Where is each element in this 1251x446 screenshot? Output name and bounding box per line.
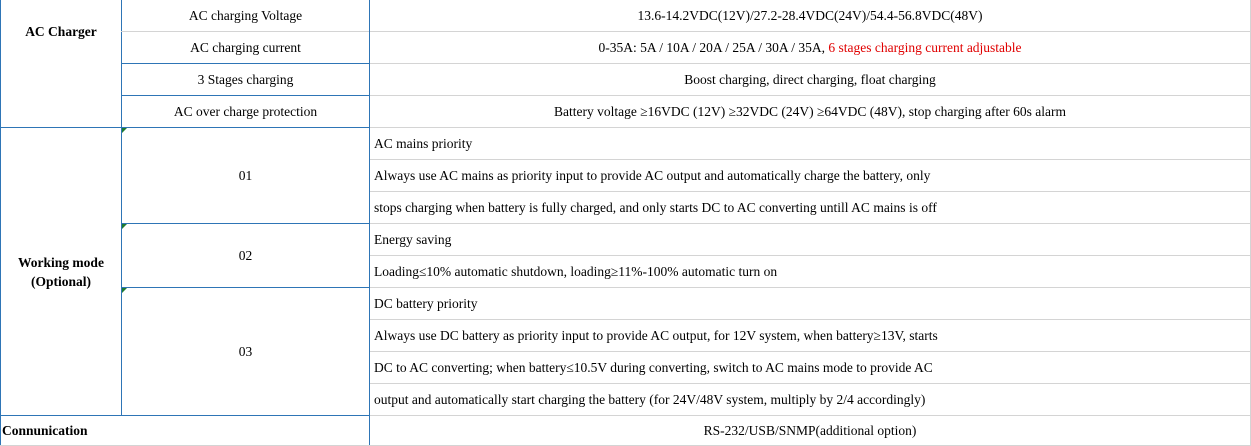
mode-01-description-line: Always use AC mains as priority input to provide AC output and automatically charge the battery, only (374, 167, 931, 183)
mode-02-description-line: Loading≤10% automatic shutdown, loading≥11%-100% automatic turn on (374, 263, 778, 279)
ac-charging-voltage-value: 13.6-14.2VDC(12V)/27.2-28.4VDC(24V)/54.4-56.8VDC(48V) (637, 7, 983, 23)
ac-over-charge-protection-value: Battery voltage ≥16VDC (12V) ≥32VDC (24V) ≥64VDC (48V), stop charging after 60s alarm (553, 103, 1066, 119)
ac-charging-current-value (370, 32, 1250, 63)
ac-charger-group-label: AC Charger (25, 23, 97, 39)
working-mode-title: Working mode (18, 254, 104, 270)
mode-code-01: 01 (238, 167, 253, 183)
mode-code-03: 03 (238, 343, 253, 359)
ac-charging-current-adjustable-note: 6 stages charging current adjustable (828, 39, 1022, 55)
communication-value: RS-232/USB/SNMP(additional option) (703, 422, 917, 438)
stages-charging-label: 3 Stages charging (197, 71, 294, 87)
mode-03-description-line: output and automatically start charging the battery (for 24V/48V system, multiply by 2/4 accordingly) (374, 391, 926, 407)
working-mode-group-label (1, 128, 121, 415)
stages-charging-value: Boost charging, direct charging, float charging (684, 71, 936, 87)
mode-01-title: AC mains priority (374, 135, 473, 151)
communication-label: Connunication (2, 422, 88, 438)
mode-03-title: DC battery priority (374, 295, 478, 311)
working-mode-optional-note: (Optional) (30, 273, 91, 289)
ac-charging-current-options: 0-35A: 5A / 10A / 20A / 25A / 30A / 35A, (598, 39, 825, 55)
mode-01-description-line: stops charging when battery is fully charged, and only starts DC to AC converting untill AC mains is off (374, 199, 937, 215)
mode-02-title: Energy saving (374, 231, 452, 247)
mode-03-description-line: Always use DC battery as priority input to provide AC output, for 12V system, when battery≥13V, starts (374, 327, 938, 343)
mode-03-description-line: DC to AC converting; when battery≤10.5V during converting, switch to AC mains mode to provide AC (374, 359, 933, 375)
ac-over-charge-protection-label: AC over charge protection (173, 103, 318, 119)
ac-charging-current-label: AC charging current (190, 39, 301, 55)
ac-charging-voltage-label: AC charging Voltage (188, 7, 303, 23)
mode-code-02: 02 (238, 247, 253, 263)
